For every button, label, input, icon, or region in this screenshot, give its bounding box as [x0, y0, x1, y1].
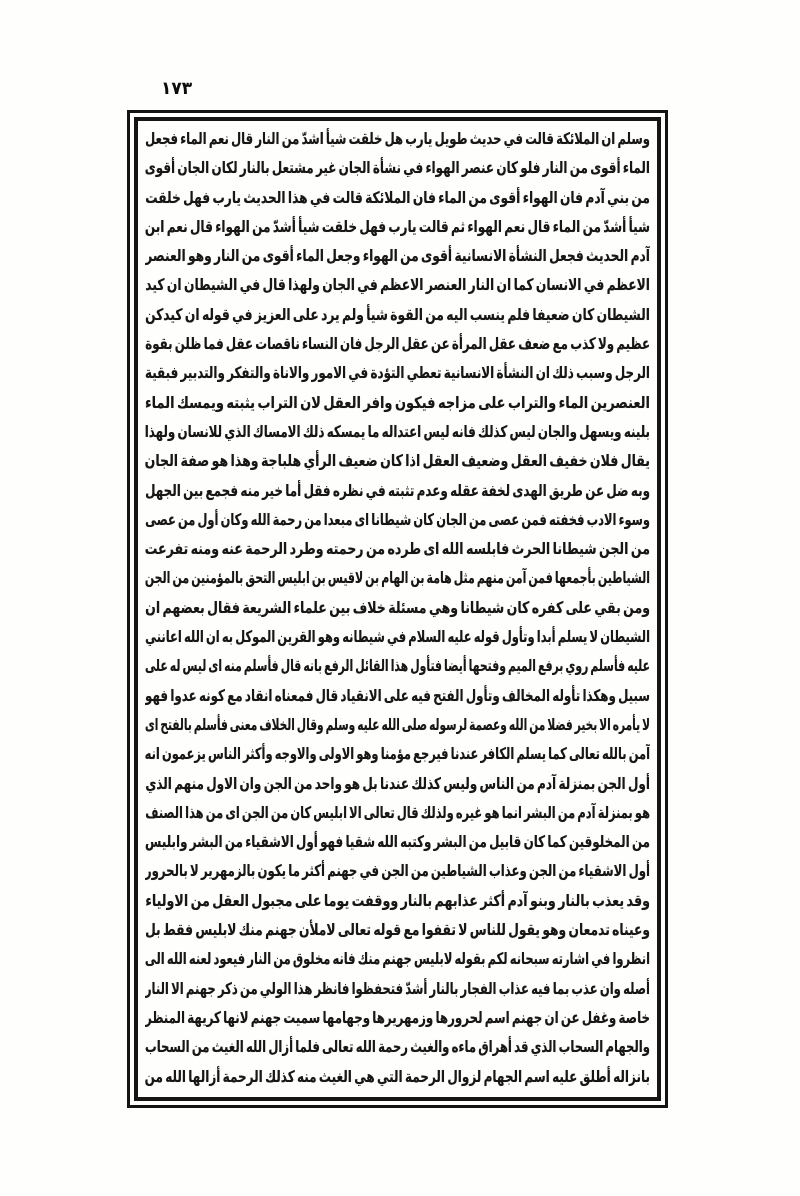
- text-line: الشياطين بأجمعها فمن آمن منهم مثل هامة بن الهام بن لاقيس بن ابليس التحق بالمؤمنين من الجن: [145, 568, 650, 588]
- text-line: من الجن شيطانا الحرث فابلسه الله اى طرده من رحمته وطرد الرحمة عنه ومنه تفرعت: [145, 539, 650, 559]
- text-line: آدم الحديث فجعل النشأة الانسانية أقوى من الهواء وجعل الماء أقوى من النار وهو العنصر: [145, 246, 650, 266]
- text-line: الماء أقوى من النار فلو كان عنصر الهواء في نشأة الجان غير مشتعل بالنار لكان الجان أقوى: [145, 158, 650, 178]
- text-line: وسلم ان الملائكة قالت في حديث طويل يارب هل خلقت شيأ اشدّ من النار قال نعم الماء فجعل: [145, 129, 650, 148]
- text-line: انظروا في اشارته سبحانه لكم بقوله لابليس جهنم منك فانه مخلوق من النار فيعود لعنه الله الى: [145, 949, 650, 969]
- text-line: وعيناه تدمعان وهو يقول للناس لا تقفوا مع قوله تعالى لاملأن جهنم منك لابليس فقط بل: [145, 920, 650, 940]
- text-line: بانزاله أطلق عليه اسم الجهام لزوال الرحمة التي هي الغيث منه كذلك الرحمة أزالها الله من: [145, 1066, 650, 1086]
- text-line: العنصرين الماء والتراب على مزاجه فيكون وافر العقل لان التراب يثبته ويمسك الماء: [145, 392, 650, 412]
- text-line: وقد يعذب بالنار وبنو آدم أكثر عذابهم بالنار ووقفت يوما على مجبول العقل من الاولياء: [145, 890, 650, 910]
- text-line: الشيطان كان ضعيفا فلم ينسب اليه من القوة شيأ ولم يرد على العزيز في قوله ان كيدكن: [145, 304, 650, 324]
- text-line: الشيطان لا يسلم أبدا وتأول قوله عليه السلام في شيطانه وهو القرين الموكل به ان الله اعانني: [145, 627, 650, 647]
- text-line: سبيل وهكذا تأوله المخالف وتأول الفتح فيه على الانقياد قال فمعناه انقاد مع كونه عدوا فهو: [145, 685, 650, 705]
- text-line: يقال فلان خفيف العقل وضعيف العقل اذا كان ضعيف الرأي هلباجة وهذا هو صفة الجان: [145, 451, 650, 471]
- text-line: لا يأمره الا بخير فضلا من الله وعصمة لرسوله صلى الله عليه وسلم وقال الخلاف معنى فأسلم بالفتح اى: [145, 714, 650, 734]
- body-text: [145, 124, 650, 1097]
- text-frame-outer-rule: [127, 110, 668, 1108]
- text-line: عظيم ولا كذب مع ضعف عقل المرأة عن عقل الرجل فان النساء ناقصات عقل فما ظلن بقوة: [145, 334, 650, 354]
- text-line: من بني آدم فان الهواء أقوى من الماء فان الملائكة قالت في هذا الحديث يارب فهل خلقت: [145, 187, 650, 207]
- text-line: أول الجن بمنزلة آدم من الناس وليس كذلك عندنا بل هو واحد من الجن وان الاول منهم الذي: [145, 773, 650, 793]
- text-line: خاصة وغفل عن ان جهنم اسم لحرورها وزمهريرها وجهامها سميت جهنم لانها كريهة المنظر: [145, 1007, 650, 1027]
- text-line: وسوء الادب فخفته فمن عصى من الجان كان شيطانا اى مبعدا من رحمة الله وكان أول من عصى: [145, 509, 650, 529]
- text-line: شيأ أشدّ من الماء قال نعم الهواء ثم قالت يارب فهل خلقت شيأ أشدّ من الهواء قال نعم ابن: [145, 216, 650, 236]
- text-line: والجهام السحاب الذي قد أهراق ماءه والغيث رحمة الله تعالى فلما أزال الله الغيث من السحاب: [145, 1037, 650, 1057]
- text-line: الاعظم في الانسان كما ان النار العنصر الاعظم في الجان ولهذا قال في الشيطان ان كيد: [145, 275, 650, 295]
- text-line: بلينه ويسهل والجان ليس كذلك فانه ليس اعتداله ما يمسكه ذلك الامساك الذي للانسان ولهذا: [145, 421, 650, 441]
- page-number: ١٧٣: [161, 78, 193, 100]
- text-line: وبه ضل عن طريق الهدى لخفة عقله وعدم تثبته في نظره فقل أما خير منه فجمع بين الجهل: [145, 480, 650, 500]
- text-line: آمن بالله تعالى كما يسلم الكافر عندنا فيرجع مؤمنا وهو الاولى والاوجه وأكثر الناس يزعمون انه: [145, 744, 650, 764]
- text-line: هو بمنزلة آدم من البشر انما هو غيره ولذلك قال تعالى الا ابليس كان من الجن اى من هذا الصنف: [145, 802, 650, 822]
- text-frame-inner-rule: [134, 117, 661, 1101]
- text-line: ومن بقي على كفره كان شيطانا وهي مسئلة خلاف بين علماء الشريعة فقال بعضهم ان: [145, 597, 650, 617]
- text-line: أصله وان عذب بما فيه عذاب الفجار بالنار أشدّ فتحفظوا فانظر هذا الولي من ذكر جهنم الا النار: [145, 978, 650, 998]
- text-line: من المخلوقين كما كان قابيل من البشر وكتبه الله شقيا فهو أول الاشقياء من البشر وابليس: [145, 832, 650, 852]
- text-line: أول الاشقياء من الجن وعذاب الشياطين من الجن في جهنم أكثر ما يكون بالزمهرير لا بالحرور: [145, 861, 650, 881]
- text-line: عليه فأسلم روي برفع الميم وفتحها أيضا فتأول هذا القائل الرفع بانه قال فأسلم منه اى ليس له على: [145, 656, 650, 676]
- text-line: الرجل وسبب ذلك ان النشأة الانسانية تعطي التؤدة في الامور والاناة والتفكر والتدبير فبقية: [145, 363, 650, 383]
